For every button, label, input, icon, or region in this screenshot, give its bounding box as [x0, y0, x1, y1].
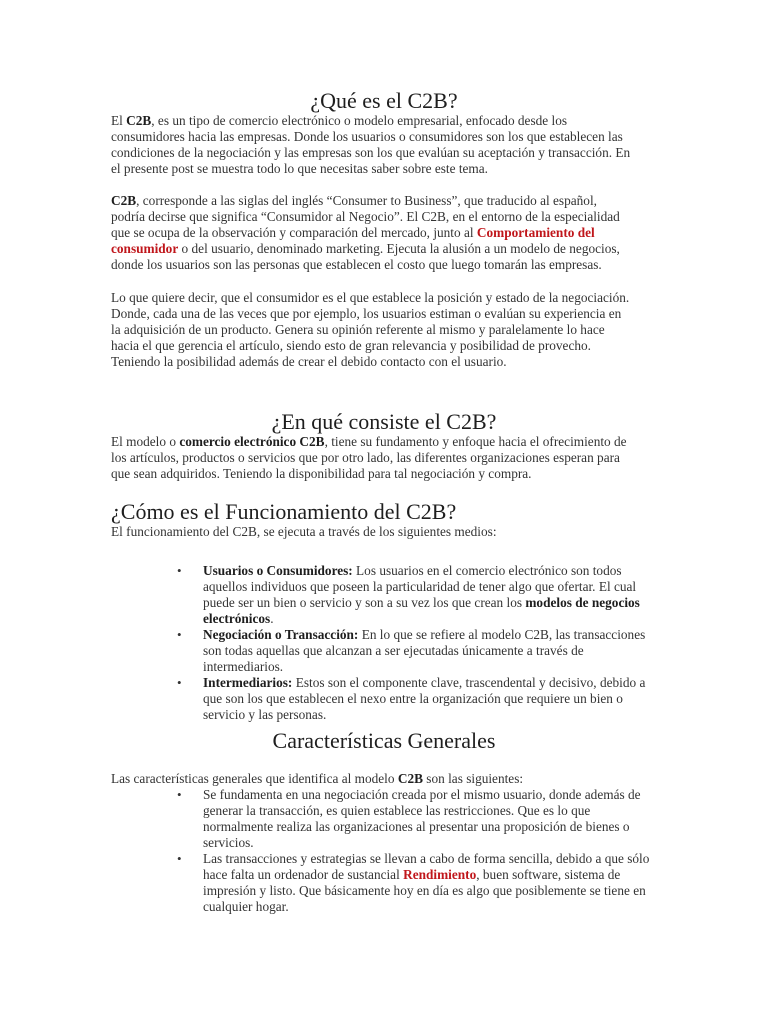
funcionamiento-intro: El funcionamiento del C2B, se ejecuta a través de los siguientes medios:: [111, 524, 497, 539]
intro-p1-pre: El: [111, 113, 127, 128]
list-item: [177, 851, 657, 915]
list-item: [177, 787, 657, 851]
item-label: Usuarios o Consumidores:: [203, 563, 353, 578]
item-label: Intermediarios:: [203, 675, 293, 690]
item-label: Negociación o Transacción:: [203, 627, 359, 642]
intro-paragraph-3: Lo que quiere decir, que el consumidor es el que establece la posición y estado de la negociación. Donde, cada una de las veces que por ejemplo, los usuarios estiman o evalúan su experiencia en la adquisición de un producto. Genera su opinión referente al mismo y paralelamente lo hace hacia el que gerencia el artículo, siendo esto de gran relevancia y posibilidad de provecho. Teniendo la posibilidad además de crear el debido contacto con el usuario.: [111, 290, 630, 369]
item-text: Los usuarios en el comercio electrónico son todos aquellos individuos que poseen la particularidad de tener algo que ofertar. El cual puede ser un bien o servicio y son a su vez los que crean los: [203, 563, 637, 610]
bullet-icon: •: [177, 851, 182, 866]
heading-funcionamiento: ¿Cómo es el Funcionamiento del C2B?: [111, 499, 457, 524]
item-after: .: [270, 611, 274, 626]
intro-p1-bold: C2B: [126, 113, 152, 128]
intro-paragraph-2: [111, 193, 631, 273]
consiste-pre: El modelo o: [111, 434, 180, 449]
heading-caracteristicas: Características Generales: [272, 728, 496, 753]
list-item: [177, 563, 657, 627]
bullet-icon: •: [177, 787, 182, 802]
caracteristicas-list: [177, 787, 657, 915]
bullet-icon: •: [177, 627, 182, 642]
caracteristicas-pre: Las características generales que identifica al modelo: [111, 771, 398, 786]
intro-paragraph-1: [111, 113, 631, 177]
item-after: , buen software, sistema de impresión y listo. Que básicamente hoy en día es algo que posiblemente se tiene en cualquier hogar.: [203, 867, 646, 914]
bullet-icon: •: [177, 675, 182, 690]
item-text: Las transacciones y estrategias se llevan a cabo de forma sencilla, debido a que sólo hace falta un ordenador de sustancial: [203, 851, 650, 882]
bullet-icon: •: [177, 563, 182, 578]
rendimiento-link[interactable]: Rendimiento: [403, 867, 477, 882]
consiste-paragraph: [111, 434, 631, 482]
funcionamiento-list: [177, 563, 657, 723]
list-item: [177, 675, 657, 723]
intro-p2-after: o del usuario, denominado marketing. Ejecuta la alusión a un modelo de negocios, donde los usuarios son las personas que establecen el costo que luego tomarán las empresas.: [111, 241, 620, 272]
caracteristicas-bold: C2B: [397, 771, 423, 786]
heading-en-que-consiste: ¿En qué consiste el C2B?: [271, 409, 497, 434]
item-text: En lo que se refiere al modelo C2B, las transacciones son todas aquellas que alcanzan a ser ejecutadas únicamente a través de intermediarios.: [203, 627, 646, 674]
caracteristicas-intro: [111, 771, 631, 787]
comportamiento-consumidor-link[interactable]: Comportamiento del consumidor: [111, 225, 595, 256]
item-text: Estos son el componente clave, trascendental y decisivo, debido a que son los que establecen el nexo entre la organización que requiere un bien o servicio y las personas.: [203, 675, 646, 722]
item-bold-text: modelos de negocios electrónicos: [203, 595, 640, 626]
intro-p2-bold: C2B: [111, 193, 137, 208]
intro-p1-text: , es un tipo de comercio electrónico o modelo empresarial, enfocado desde los consumidores hacia las empresas. Donde los usuarios o consumidores son los que establecen las condiciones de la negociación y las empresas son los que evalúan su aceptación y transacción. En el presente post se muestra todo lo que necesitas saber sobre este tema.: [111, 113, 631, 176]
consiste-bold: comercio electrónico C2B: [179, 434, 325, 449]
list-item: [177, 627, 657, 675]
consiste-text: , tiene su fundamento y enfoque hacia el ofrecimiento de los artículos, productos o servicios que por otro lado, las diferentes organizaciones esperan para que sean adquiridos. Teniendo la disponibilidad para tal negociación y compra.: [111, 434, 627, 481]
heading-que-es-c2b: ¿Qué es el C2B?: [310, 88, 458, 113]
intro-p2-text: , corresponde a las siglas del inglés “Consumer to Business”, que traducido al español, podría decirse que significa “Consumidor al Negocio”. El C2B, en el entorno de la especialidad que se ocupa de la observación y comparación del mercado, junto al: [111, 193, 620, 240]
caracteristicas-after: son las siguientes:: [422, 771, 524, 786]
item-text: Se fundamenta en una negociación creada por el mismo usuario, donde además de generar la transacción, es quien establece las restricciones. Que es lo que normalmente realiza las organizaciones al presentar una proposición de bienes o servicios.: [203, 787, 641, 850]
